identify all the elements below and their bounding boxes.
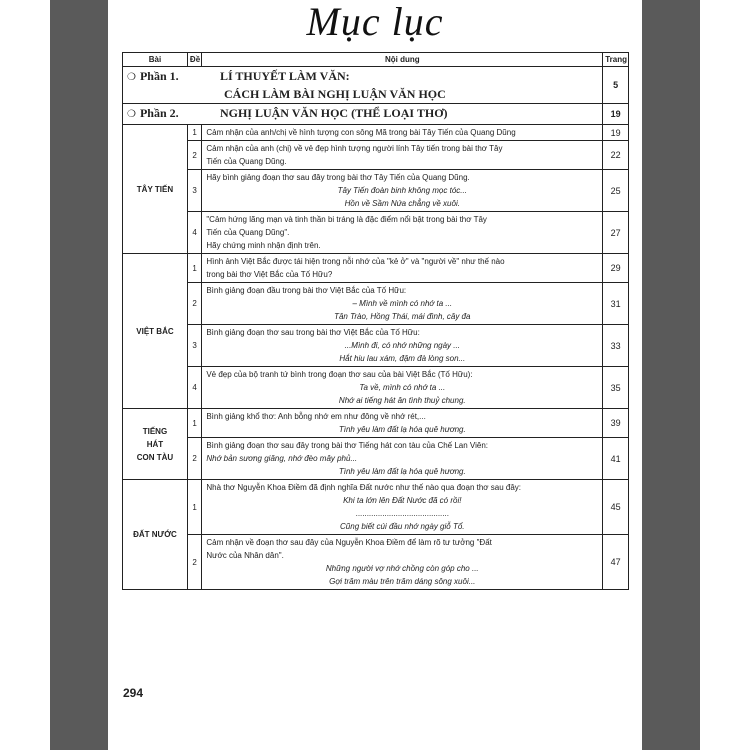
entry-content — [202, 325, 603, 367]
entry-line: Tiến của Quang Dũng. — [206, 157, 287, 166]
entry-line: Bình giảng đoạn thơ sau đây trong bài thơ Tiếng hát con tàu của Chế Lan Viên: — [206, 441, 488, 450]
page-number: 294 — [123, 686, 144, 700]
page-title: Mục lục — [306, 0, 444, 44]
entry-line: Nhớ ai tiếng hát ân tình thuỷ chung. — [338, 396, 466, 405]
toc-row — [123, 125, 629, 141]
entry-page: 45 — [603, 480, 629, 535]
entry-line: Nhớ bản sương giăng, nhớ đèo mây phủ... — [206, 454, 358, 463]
header-de: Đề — [187, 53, 201, 67]
entry-content — [202, 141, 603, 170]
entry-content — [202, 438, 603, 480]
entry-number: 2 — [187, 438, 201, 480]
right-margin-bar — [642, 0, 700, 750]
entry-line: Gợi trăm màu trên trăm dáng sông xuôi... — [329, 577, 476, 586]
entry-line: Bình giảng khổ thơ: Anh bỗng nhớ em như đông về nhớ rét,... — [206, 412, 426, 421]
entry-line: Cảm nhận của anh (chị) về vẻ đẹp hình tượng người lính Tây tiến trong bài thơ Tây — [206, 144, 503, 153]
toc-row — [123, 283, 629, 325]
part-bullet-icon: ❍ — [127, 109, 136, 120]
header-trang: Trang — [603, 53, 629, 67]
entry-line: Vẻ đẹp của bộ tranh tứ bình trong đoạn thơ sau của bài Việt Bắc (Tố Hữu): — [206, 370, 473, 379]
entry-page: 41 — [603, 438, 629, 480]
entry-line: Tân Trào, Hồng Thái, mái đình, cây đa — [334, 312, 471, 321]
toc-row — [123, 170, 629, 212]
entry-page: 22 — [603, 141, 629, 170]
section-name-line: HÁT — [146, 439, 164, 449]
header-noidung: Nội dung — [202, 53, 603, 67]
section-name — [123, 480, 188, 590]
entry-number: 1 — [187, 125, 201, 141]
toc-row — [123, 141, 629, 170]
entry-line: Nước của Nhân dân". — [206, 551, 284, 560]
entry-content — [202, 480, 603, 535]
toc-row — [123, 367, 629, 409]
entry-number: 1 — [187, 409, 201, 438]
toc-body — [123, 67, 629, 590]
part-heading — [127, 68, 598, 86]
part-label: Phần 1. — [139, 69, 179, 83]
section-name-line: TÂY TIẾN — [136, 184, 174, 194]
entry-page: 33 — [603, 325, 629, 367]
left-margin-bar — [50, 0, 108, 750]
toc-table — [122, 52, 629, 590]
part-label: Phần 2. — [139, 106, 179, 120]
entry-number: 2 — [187, 283, 201, 325]
section-name — [123, 254, 188, 409]
entry-number: 4 — [187, 367, 201, 409]
entry-line: "Cảm hứng lãng mạn và tinh thần bi tráng là đặc điểm nổi bật trong bài thơ Tây — [206, 215, 487, 224]
entry-page: 47 — [603, 535, 629, 590]
toc-row — [123, 325, 629, 367]
entry-content — [202, 409, 603, 438]
entry-line: Tiến của Quang Dũng". — [206, 228, 290, 237]
toc-row — [123, 535, 629, 590]
toc-row — [123, 254, 629, 283]
entry-line: Tây Tiến đoàn binh không mọc tóc... — [337, 186, 467, 195]
entry-line: – Mình về mình có nhớ ta ... — [352, 299, 453, 308]
entry-number: 2 — [187, 535, 201, 590]
entry-content — [202, 254, 603, 283]
part-page: 19 — [603, 104, 629, 125]
header-bai: Bài — [123, 53, 188, 67]
section-name-line: TIẾNG — [142, 426, 168, 436]
part-title-line: LÍ THUYẾT LÀM VĂN: — [219, 69, 350, 83]
entry-page: 25 — [603, 170, 629, 212]
entry-line: Tình yêu làm đất lạ hóa quê hương. — [338, 425, 466, 434]
part-row — [123, 104, 629, 125]
entry-number: 1 — [187, 480, 201, 535]
part-title-cell — [123, 104, 603, 125]
entry-line: Bình giảng đoạn đầu trong bài thơ Việt Bắc của Tố Hữu: — [206, 286, 407, 295]
entry-line: Hắt hiu lau xám, đậm đà lòng son... — [339, 354, 466, 363]
entry-line: ...Mình đi, có nhớ những ngày ... — [344, 341, 460, 350]
toc-header-row — [123, 53, 629, 67]
entry-line: Những người vợ nhớ chồng còn góp cho ... — [325, 564, 479, 573]
entry-line: Tình yêu làm đất lạ hóa quê hương. — [338, 467, 466, 476]
entry-line: Hình ảnh Việt Bắc được tái hiện trong nỗi nhớ của "kẻ ở" và "người về" như thế nào — [206, 257, 505, 266]
part-title-line: CÁCH LÀM BÀI NGHỊ LUẬN VĂN HỌC — [224, 87, 446, 101]
entry-content — [202, 125, 603, 141]
entry-page: 39 — [603, 409, 629, 438]
section-name-line: CON TÀU — [136, 452, 174, 462]
part-title-line: NGHỊ LUẬN VĂN HỌC (THỂ LOẠI THƠ) — [219, 106, 448, 120]
entry-number: 2 — [187, 141, 201, 170]
entry-page: 29 — [603, 254, 629, 283]
part-page: 5 — [603, 67, 629, 104]
toc-row — [123, 409, 629, 438]
entry-line: .......................................... — [355, 509, 449, 518]
entry-number: 4 — [187, 212, 201, 254]
entry-number: 1 — [187, 254, 201, 283]
entry-line: Khi ta lớn lên Đất Nước đã có rồi! — [343, 496, 462, 505]
entry-line: Hãy chứng minh nhận định trên. — [206, 241, 321, 250]
entry-line: Nhà thơ Nguyễn Khoa Điềm đã định nghĩa Đất nước như thế nào qua đoạn thơ sau đây: — [206, 483, 521, 492]
document-page — [108, 0, 642, 750]
part-heading — [127, 105, 598, 123]
part-bullet-icon: ❍ — [127, 72, 136, 83]
entry-content — [202, 367, 603, 409]
entry-content — [202, 170, 603, 212]
entry-number: 3 — [187, 325, 201, 367]
entry-line: Hãy bình giảng đoạn thơ sau đây trong bài thơ Tây Tiến của Quang Dũng. — [206, 173, 470, 182]
entry-line: Cảm nhận về đoạn thơ sau đây của Nguyễn Khoa Điềm để làm rõ tư tưởng "Đất — [206, 538, 492, 547]
section-name — [123, 409, 188, 480]
toc-row — [123, 212, 629, 254]
part-title-cell — [123, 67, 603, 104]
section-name-line: ĐẤT NƯỚC — [133, 530, 177, 539]
entry-page: 31 — [603, 283, 629, 325]
entry-line: Hồn về Sầm Nứa chẳng về xuôi. — [344, 199, 460, 208]
section-name-line: VIỆT BẮC — [136, 326, 174, 336]
entry-page: 35 — [603, 367, 629, 409]
entry-content — [202, 283, 603, 325]
entry-content — [202, 535, 603, 590]
entry-line: Ta về, mình có nhớ ta ... — [359, 383, 446, 392]
toc-row — [123, 438, 629, 480]
entry-content — [202, 212, 603, 254]
entry-line: Bình giảng đoạn thơ sau trong bài thơ Việt Bắc của Tố Hữu: — [206, 328, 420, 337]
entry-number: 3 — [187, 170, 201, 212]
entry-line: Cũng biết cúi đầu nhớ ngày giỗ Tổ. — [340, 522, 465, 531]
entry-line: Cảm nhận của anh/chị về hình tượng con sông Mã trong bài Tây Tiến của Quang Dũng — [206, 128, 516, 137]
part-row — [123, 67, 629, 104]
entry-page: 19 — [603, 125, 629, 141]
section-name — [123, 125, 188, 254]
entry-page: 27 — [603, 212, 629, 254]
toc-row — [123, 480, 629, 535]
entry-line: trong bài thơ Việt Bắc của Tố Hữu? — [206, 270, 333, 279]
